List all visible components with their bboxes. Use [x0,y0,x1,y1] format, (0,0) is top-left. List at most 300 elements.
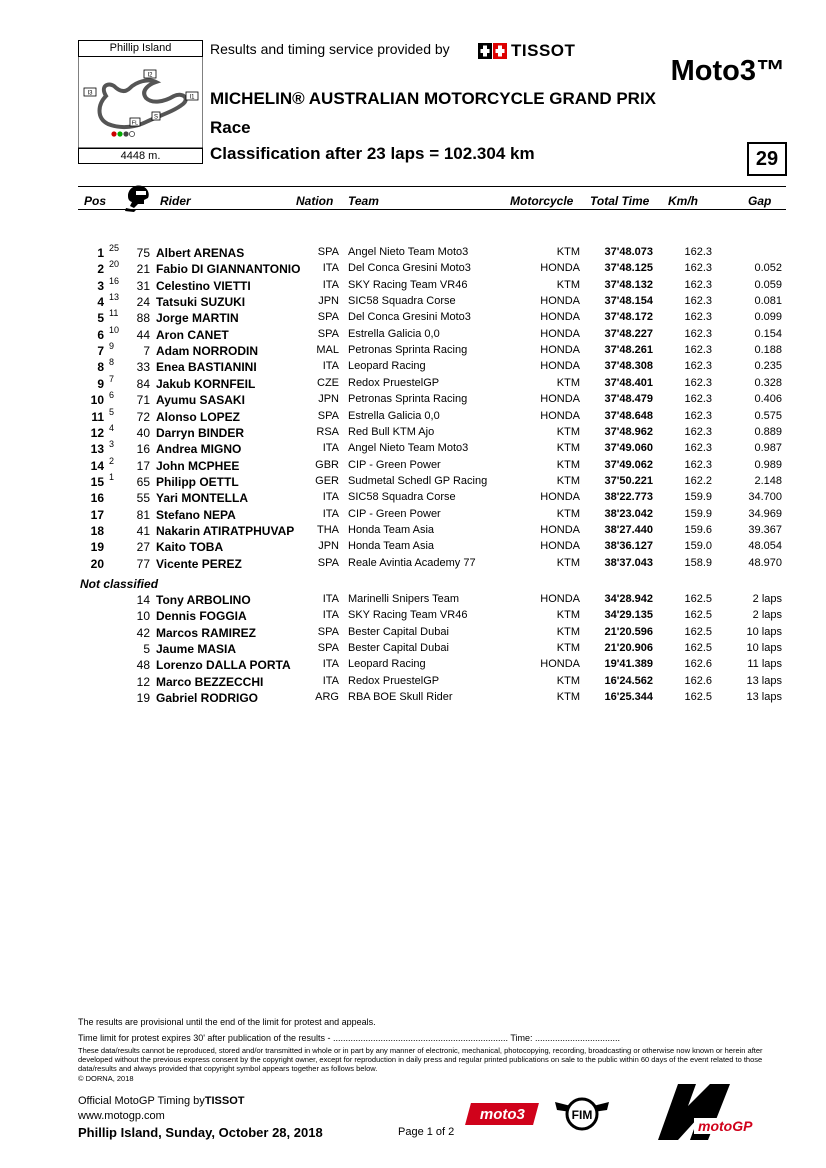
map-label-s: S [153,114,159,121]
copyright-notice: These data/results cannot be reproduced, stored and/or transmitted in whole or in part by any manner of electronic, mechanical, photocopying, recording, broadcasting or otherwise now known or herein after developed without the previous express consent by the copyright owner, except for reproduction in daily press and regular printed publications on sale to the public within 60 days of the event related to those data/results and always provided that copyright symbol appears together as follows below. [78,1046,763,1073]
cell-gap: 0.059 [754,278,782,291]
cell-gap: 10 laps [746,642,782,655]
cell-rider-number: 55 [136,491,150,506]
cell-gap: 0.987 [754,442,782,455]
cell-rider-name: John MCPHEE [156,458,240,473]
table-row [0,609,826,625]
cell-speed: 162.3 [684,311,712,324]
cell-rider-name: Stefano NEPA [156,507,236,522]
cell-total-time: 37'48.308 [604,360,653,373]
cell-motorcycle: HONDA [540,360,580,373]
cell-rider-name: Celestino VIETTI [156,278,251,293]
cell-rider-name: Darryn BINDER [156,425,245,440]
cell-motorcycle: KTM [556,625,580,638]
cell-total-time: 37'50.221 [604,474,653,487]
cell-motorcycle: KTM [556,278,580,291]
cell-nation: THA [317,523,339,536]
table-row [0,455,826,475]
cell-grid-position: 20 [109,259,120,270]
cell-team: Angel Nieto Team Moto3 [348,246,469,258]
cell-total-time: 37'48.227 [604,327,653,340]
cell-rider-number: 44 [136,327,150,342]
cell-grid-position: 2 [109,455,115,466]
moto3-logo [465,1103,539,1125]
table-row [0,373,826,393]
cell-rider-name: Albert ARENAS [156,246,245,260]
cell-gap: 13 laps [746,674,782,687]
cell-rider-number: 71 [136,393,150,408]
cell-team: Del Conca Gresini Moto3 [348,311,471,324]
cell-speed: 162.3 [684,458,712,471]
cell-gap: 0.081 [754,295,782,308]
cell-team: CIP - Green Power [348,458,441,471]
cell-nation: ARG [315,691,339,704]
cell-rider-name: Jaume MASIA [156,642,237,657]
cell-nation: ITA [322,442,339,455]
cell-speed: 162.5 [684,691,712,704]
cell-total-time: 38'27.440 [604,523,653,536]
cell-total-time: 37'48.125 [604,262,653,275]
cell-position: 7 [97,344,104,359]
cell-speed: 162.3 [684,295,712,308]
cell-rider-number: 41 [136,523,150,538]
cell-gap: 34.969 [748,507,782,520]
cell-grid-position: 25 [109,243,120,253]
cell-speed: 162.6 [684,658,712,671]
table-row [0,308,826,327]
cell-position: 19 [90,540,104,555]
cell-rider-name: Jorge MARTIN [156,311,239,326]
cell-team: Estrella Galicia 0,0 [348,327,440,340]
cell-nation: SPA [317,311,339,324]
cell-nation: ITA [322,278,339,291]
page-of: Page 1 of 2 [398,1126,455,1138]
map-label-i1: I1 [189,94,195,101]
cell-speed: 158.9 [684,556,712,569]
cell-nation: ITA [322,262,339,275]
cell-nation: JPN [318,393,339,406]
cell-rider-name: Gabriel RODRIGO [156,691,259,706]
cell-speed: 162.5 [684,609,712,622]
cell-nation: ITA [322,491,339,504]
not-classified-heading: Not classified [80,577,159,591]
cell-nation: ITA [322,674,339,687]
cell-grid-position: 13 [109,292,120,303]
cell-rider-name: Jakub KORNFEIL [156,376,256,391]
cell-total-time: 38'23.042 [604,507,653,520]
cell-total-time: 37'48.073 [604,246,653,258]
cell-motorcycle: KTM [556,691,580,704]
cell-rider-name: Adam NORRODIN [156,344,259,359]
cell-nation: ITA [322,609,339,622]
cell-rider-number: 72 [136,409,150,424]
cell-team: Petronas Sprinta Racing [348,393,468,406]
cell-rider-number: 12 [136,674,150,689]
cell-motorcycle: KTM [556,674,580,687]
cell-rider-number: 27 [136,540,150,555]
cell-total-time: 37'48.401 [604,376,653,389]
cell-total-time: 37'48.154 [604,295,653,308]
cell-gap: 2.148 [754,474,782,487]
cell-motorcycle: HONDA [540,658,580,671]
cell-rider-name: Enea BASTIANINI [156,360,257,375]
table-row [0,658,826,674]
table-row [0,691,826,707]
cell-team: Sudmetal Schedl GP Racing [348,474,488,487]
cell-team: Petronas Sprinta Racing [348,344,468,357]
cell-team: SIC58 Squadra Corse [348,491,456,504]
cell-rider-name: Tatsuki SUZUKI [156,295,246,310]
cell-rider-number: 24 [136,295,150,310]
cell-rider-name: Philipp OETTL [156,474,239,489]
cell-rider-number: 42 [136,625,150,640]
cell-motorcycle: HONDA [540,327,580,340]
fim-logo [553,1092,611,1138]
cell-nation: JPN [318,295,339,308]
cell-position: 1 [97,246,104,260]
cell-team: Marinelli Snipers Team [348,593,460,605]
col-total-time: Total Time [590,194,650,208]
protest-time-limit: Time limit for protest expires 30' after publication of the results - ...................................................................... Time: .................................. [78,1033,621,1043]
cell-total-time: 37'48.479 [604,393,653,406]
cell-gap: 34.700 [748,491,782,504]
page-box-number: 29 [747,142,787,176]
class-title: Moto3™ [670,55,785,87]
cell-total-time: 16'24.562 [604,674,653,687]
cell-team: Angel Nieto Team Moto3 [348,442,469,455]
col-gap: Gap [748,194,772,208]
cell-total-time: 16'25.344 [604,691,653,704]
cell-total-time: 21'20.596 [604,625,653,638]
cell-rider-number: 81 [136,507,150,522]
cell-team: SIC58 Squadra Corse [348,295,456,308]
cell-position: 9 [97,376,104,391]
cell-motorcycle: HONDA [540,344,580,357]
event-title: MICHELIN® AUSTRALIAN MOTORCYCLE GRAND PRIX [210,89,657,108]
cell-nation: ITA [322,360,339,373]
cell-rider-number: 31 [136,278,150,293]
cell-rider-name: Marcos RAMIREZ [156,625,257,640]
cell-gap: 0.154 [754,327,782,340]
svg-text:FIM: FIM [571,1108,593,1122]
cell-rider-name: Tony ARBOLINO [156,593,251,607]
cell-total-time: 34'29.135 [604,609,653,622]
cell-team: Honda Team Asia [348,540,435,553]
map-label-fl: FL [131,120,139,127]
cell-nation: SPA [317,409,339,422]
cell-position: 2 [97,262,104,277]
cell-motorcycle: KTM [556,609,580,622]
cell-grid-position: 3 [109,439,115,450]
cell-gap: 0.099 [754,311,782,324]
cell-grid-position: 8 [109,357,115,368]
rider-helmet-icon [122,182,152,212]
session-title: Race [210,118,251,137]
cell-gap: 2 laps [752,609,782,622]
cell-position: 16 [90,491,104,506]
table-row [0,422,826,442]
cell-rider-number: 65 [136,474,150,489]
table-row [0,259,826,278]
classification-summary: Classification after 23 laps = 102.304 km [210,144,535,163]
motogp-logo [648,1080,766,1142]
cell-motorcycle: HONDA [540,295,580,308]
table-row [0,491,826,507]
moto3-logo-text: moto3 [479,1105,525,1123]
cell-nation: MAL [316,344,339,357]
cell-team: RBA BOE Skull Rider [348,691,453,704]
cell-position: 8 [97,360,104,375]
fim-emblem-icon [553,1092,611,1138]
track-length: 4448 m. [78,148,203,164]
cell-gap: 0.188 [754,344,782,357]
table-row [0,406,826,426]
cell-grid-position: 1 [109,471,115,482]
cell-team: Bester Capital Dubai [348,625,449,638]
col-pos: Pos [84,194,107,208]
circuit-map-icon [78,56,203,148]
table-row [0,593,826,609]
cell-total-time: 38'36.127 [604,540,653,553]
table-row [0,439,826,458]
cell-rider-name: Dennis FOGGIA [156,609,247,624]
col-motorcycle: Motorcycle [510,194,574,208]
cell-team: SKY Racing Team VR46 [348,609,468,622]
col-team: Team [348,194,379,208]
cell-motorcycle: KTM [556,458,580,471]
cell-rider-number: 48 [136,658,150,673]
cell-total-time: 34'28.942 [604,593,653,605]
cell-nation: JPN [318,540,339,553]
cell-position: 13 [90,442,104,457]
table-row [0,557,826,573]
cell-speed: 159.0 [684,540,712,553]
cell-grid-position: 10 [109,324,120,335]
website: www.motogp.com [78,1110,165,1122]
cell-rider-name: Kaito TOBA [156,540,224,555]
table-row [0,524,826,540]
cell-rider-number: 19 [136,691,150,706]
cell-position: 14 [90,458,104,473]
timing-provider-text: Results and timing service provided by [210,41,450,57]
table-row [0,324,826,344]
cell-position: 10 [90,393,104,408]
map-label-i2: I2 [147,72,153,79]
cell-motorcycle: HONDA [540,593,580,605]
provisional-note: The results are provisional until the end of the limit for protest and appeals. [78,1017,376,1027]
cell-gap: 2 laps [752,593,782,605]
cell-position: 3 [97,278,104,293]
cell-position: 4 [97,295,104,310]
map-label-i3: I3 [87,90,93,97]
cell-speed: 162.3 [684,376,712,389]
cell-total-time: 19'41.389 [604,658,653,671]
cell-speed: 162.6 [684,674,712,687]
cell-position: 20 [90,556,104,571]
cell-speed: 162.3 [684,278,712,291]
cell-team: Redox PruestelGP [348,376,440,389]
cell-rider-number: 33 [136,360,150,375]
cell-rider-number: 75 [136,246,150,260]
cell-total-time: 37'48.132 [604,278,653,291]
cell-position: 12 [90,425,104,440]
cell-motorcycle: KTM [556,425,580,438]
cell-nation: GBR [315,458,339,471]
table-row [0,357,826,376]
official-timing-tissot: TISSOT [204,1095,245,1107]
cell-rider-number: 5 [143,642,150,657]
cell-motorcycle: KTM [556,507,580,520]
cell-grid-position: 4 [109,422,115,433]
cell-team: SKY Racing Team VR46 [348,278,468,291]
official-timing-text: Official MotoGP Timing by [78,1095,205,1107]
cell-speed: 159.9 [684,507,712,520]
cell-total-time: 38'37.043 [604,556,653,569]
tissot-wordmark: TISSOT [511,41,576,60]
cell-total-time: 37'48.261 [604,344,653,357]
cell-gap: 0.889 [754,425,782,438]
table-row [0,275,826,295]
cell-speed: 162.3 [684,393,712,406]
cell-rider-name: Andrea MIGNO [156,442,242,457]
cell-motorcycle: HONDA [540,262,580,275]
cell-team: CIP - Green Power [348,507,441,520]
cell-rider-name: Marco BEZZECCHI [156,674,264,689]
cell-grid-position: 9 [109,341,115,352]
table-row [0,675,826,691]
cell-team: Leopard Racing [348,658,426,671]
table-row [0,540,826,556]
cell-speed: 162.5 [684,625,712,638]
cell-position: 17 [90,507,104,522]
cell-gap: 48.054 [748,540,782,553]
cell-motorcycle: KTM [556,642,580,655]
cell-gap: 0.989 [754,458,782,471]
table-row [0,292,826,311]
cell-position: 11 [91,409,104,424]
cell-team: Del Conca Gresini Moto3 [348,262,471,275]
cell-total-time: 21'20.906 [604,642,653,655]
cell-motorcycle: HONDA [540,409,580,422]
cell-rider-name: Alonso LOPEZ [156,409,240,424]
header-divider-bottom [78,209,786,210]
cell-nation: CZE [317,376,339,389]
cell-motorcycle: HONDA [540,393,580,406]
cell-speed: 162.3 [684,425,712,438]
cell-team: Bester Capital Dubai [348,642,449,655]
cell-speed: 162.3 [684,344,712,357]
cell-speed: 162.3 [684,442,712,455]
dorna-copyright: © DORNA, 2018 [78,1074,134,1083]
cell-position: 6 [97,327,104,342]
track-name: Phillip Island [78,40,203,57]
cell-speed: 162.3 [684,327,712,340]
cell-team: Honda Team Asia [348,523,435,536]
cell-nation: RSA [316,425,339,438]
svg-text:motoGP: motoGP [698,1118,753,1134]
cell-rider-number: 88 [136,311,150,326]
col-rider: Rider [160,194,191,208]
cell-nation: GER [315,474,339,487]
cell-nation: SPA [317,327,339,340]
cell-rider-number: 17 [136,458,150,473]
cell-nation: SPA [317,246,339,258]
cell-total-time: 37'48.172 [604,311,653,324]
cell-rider-number: 16 [136,442,150,457]
cell-nation: SPA [317,556,339,569]
cell-total-time: 38'22.773 [604,491,653,504]
cell-position: 15 [90,474,104,489]
cell-grid-position: 11 [109,308,119,319]
cell-grid-position: 7 [109,373,115,384]
cell-speed: 162.5 [684,642,712,655]
cell-speed: 159.9 [684,491,712,504]
cell-nation: ITA [322,507,339,520]
cell-gap: 0.406 [754,393,782,406]
header-divider-top [78,186,786,187]
cell-total-time: 37'49.060 [604,442,653,455]
cell-grid-position: 16 [109,275,120,286]
cell-motorcycle: KTM [556,442,580,455]
cell-rider-name: Yari MONTELLA [156,491,249,506]
cell-rider-number: 77 [136,556,150,571]
cell-speed: 162.3 [684,360,712,373]
tissot-cross-icon [478,43,508,59]
cell-motorcycle: KTM [556,474,580,487]
table-row [0,390,826,409]
cell-nation: ITA [322,593,339,605]
cell-team: Reale Avintia Academy 77 [348,556,476,569]
cell-total-time: 37'48.648 [604,409,653,422]
cell-gap: 0.328 [754,376,782,389]
cell-rider-number: 7 [143,344,150,359]
cell-position: 5 [97,311,104,326]
cell-gap: 0.052 [754,262,782,275]
cell-motorcycle: KTM [556,376,580,389]
official-timing [78,1095,245,1107]
cell-team: Redox PruestelGP [348,674,440,687]
cell-motorcycle: HONDA [540,491,580,504]
cell-motorcycle: HONDA [540,311,580,324]
cell-motorcycle: HONDA [540,523,580,536]
cell-speed: 159.6 [684,523,712,536]
cell-speed: 162.3 [684,246,712,258]
cell-rider-number: 84 [136,376,150,391]
cell-motorcycle: HONDA [540,540,580,553]
cell-motorcycle: KTM [556,556,580,569]
place-date: Phillip Island, Sunday, October 28, 2018 [78,1125,323,1140]
table-row [0,508,826,524]
cell-motorcycle: KTM [556,246,580,258]
cell-team: Leopard Racing [348,360,426,373]
cell-rider-name: Aron CANET [156,327,229,342]
cell-rider-name: Vicente PEREZ [156,556,242,571]
cell-nation: SPA [317,642,339,655]
cell-gap: 0.575 [754,409,782,422]
cell-grid-position: 6 [109,390,115,401]
motogp-emblem-icon [648,1080,766,1142]
cell-rider-name: Fabio DI GIANNANTONIO [156,262,301,277]
col-kmh: Km/h [668,194,698,208]
cell-speed: 162.2 [684,474,712,487]
tissot-logo [478,42,575,60]
table-row [0,471,826,491]
cell-gap: 39.367 [748,523,782,536]
cell-position: 18 [90,523,104,538]
cell-rider-number: 21 [136,262,150,277]
table-row [0,341,826,360]
cell-gap: 0.235 [754,360,782,373]
